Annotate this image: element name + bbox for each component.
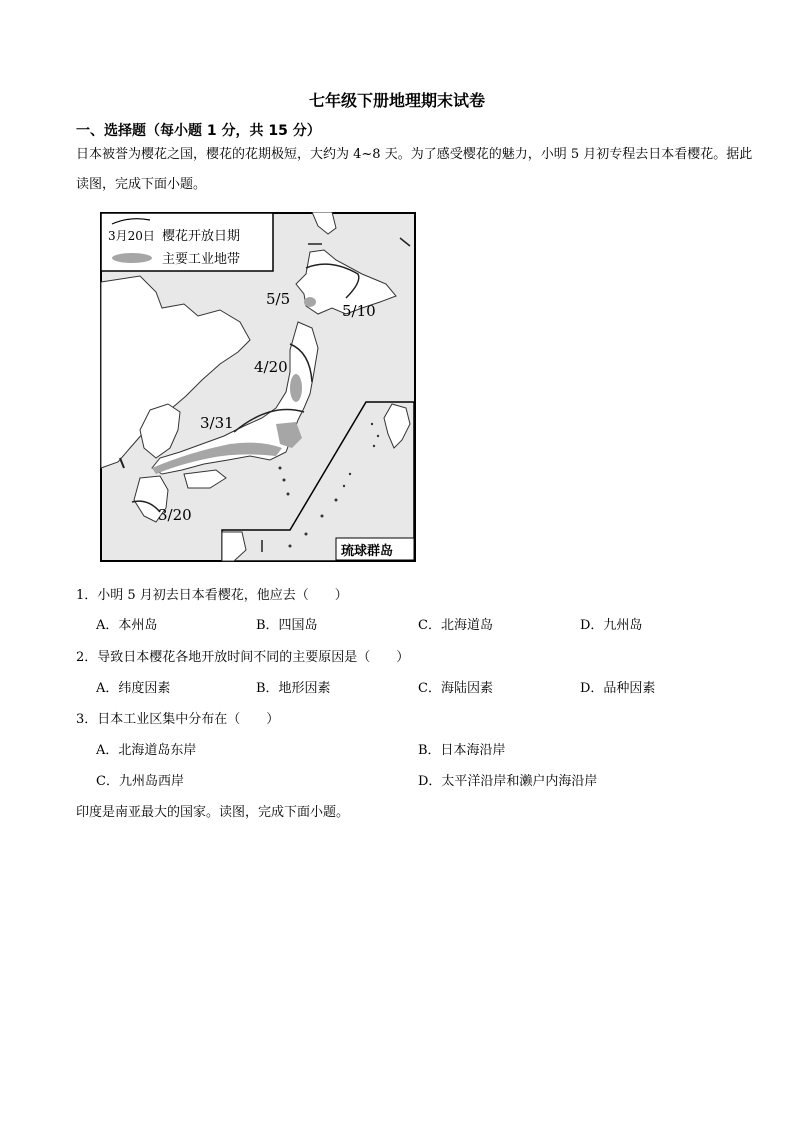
date-label-3-31: 3/31 (200, 414, 234, 432)
legend-industry-label: 主要工业地带 (162, 252, 241, 267)
q2-option-b[interactable]: B．地形因素 (256, 681, 331, 696)
page-title: 七年级下册地理期末试卷 (308, 91, 485, 110)
q3-option-b[interactable]: B．日本海沿岸 (418, 743, 506, 758)
date-label-3-20: 3/20 (158, 506, 192, 524)
date-label-5-10: 5/10 (342, 302, 376, 320)
legend-industry-swatch (112, 253, 152, 263)
q1-option-a[interactable]: A．本州岛 (96, 618, 158, 633)
q1-option-c[interactable]: C．北海道岛 (418, 618, 493, 633)
q3-option-a[interactable]: A．北海道岛东岸 (96, 743, 197, 758)
legend-date-sample: 3月20日 (108, 229, 155, 243)
q3-option-c[interactable]: C．九州岛西岸 (96, 774, 184, 789)
question-2-stem: 2．导致日本樱花各地开放时间不同的主要原因是（ ） (76, 650, 410, 665)
industry-hokkaido (304, 297, 316, 307)
japan-cherry-blossom-map (100, 212, 416, 562)
q2-option-a[interactable]: A．纬度因素 (96, 681, 171, 696)
q1-option-b[interactable]: B．四国岛 (256, 618, 318, 633)
date-label-5-5: 5/5 (266, 290, 291, 308)
intro-paragraph: 日本被誉为樱花之国，樱花的花期极短，大约为 4~8 天。为了感受樱花的魅力，小明 5 月初专程去日本看樱花。据此读图，完成下面小题。 (76, 147, 753, 192)
inset-label: 琉球群岛 (341, 544, 394, 559)
q2-option-d[interactable]: D．品种因素 (580, 681, 656, 696)
q1-option-d[interactable]: D．九州岛 (580, 618, 643, 633)
closing-paragraph: 印度是南亚最大的国家。读图，完成下面小题。 (76, 805, 350, 820)
q3-option-d[interactable]: D．太平洋沿岸和濑户内海沿岸 (418, 774, 598, 789)
industry-tohoku (290, 374, 302, 402)
legend-date-label: 樱花开放日期 (162, 229, 241, 244)
question-1-stem: 1．小明 5 月初去日本看樱花，他应去（ ） (76, 588, 348, 603)
q2-option-c[interactable]: C．海陆因素 (418, 681, 493, 696)
question-3-stem: 3．日本工业区集中分布在（ ） (76, 712, 280, 727)
date-label-4-20: 4/20 (254, 358, 288, 376)
section-heading: 一、选择题（每小题 1 分，共 15 分） (76, 123, 321, 139)
